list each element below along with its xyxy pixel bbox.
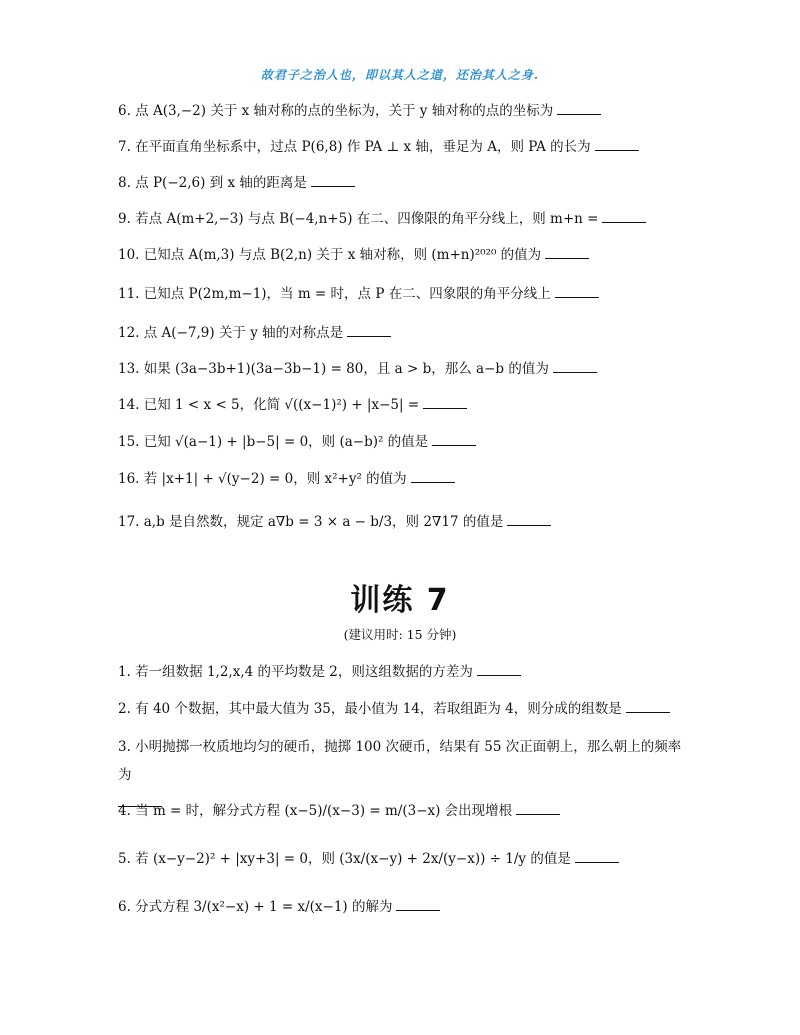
question-9: [118, 209, 646, 229]
question-text: 13. 如果 (3a−3b+1)(3a−3b−1) = 80，且 a > b，那么 a−b 的值为: [118, 361, 549, 377]
answer-blank[interactable]: [626, 700, 670, 713]
question-text: 6. 点 A(3,−2) 关于 x 轴对称的点的坐标为，关于 y 轴对称的点的坐标为: [118, 103, 554, 119]
question-text: 11. 已知点 P(2m,m−1)，当 m = 时，点 P 在二、四象限的角平分线上: [118, 286, 551, 302]
answer-blank[interactable]: [545, 246, 589, 259]
question-text: 4. 当 m = 时，解分式方程 (x−5)/(x−3) = m/(3−x) 会出现增根: [118, 803, 513, 819]
exercise-6: [118, 897, 440, 917]
answer-blank[interactable]: [602, 210, 646, 223]
question-text: 15. 已知 √(a−1) + |b−5| = 0，则 (a−b)² 的值是: [118, 434, 429, 450]
question-11: [118, 284, 599, 304]
question-15: [118, 432, 476, 452]
question-13: [118, 359, 597, 379]
answer-blank[interactable]: [311, 174, 355, 187]
question-16: [118, 469, 455, 489]
question-text: 1. 若一组数据 1,2,x,4 的平均数是 2，则这组数据的方差为: [118, 664, 473, 680]
section-title: 训练 7: [350, 583, 450, 618]
question-text: 14. 已知 1 < x < 5，化简 √((x−1)²) + |x−5| =: [118, 397, 420, 413]
question-text: 12. 点 A(−7,9) 关于 y 轴的对称点是: [118, 325, 344, 341]
question-12: [118, 323, 391, 343]
question-6: [118, 101, 601, 121]
question-text: 6. 分式方程 3/(x²−x) + 1 = x/(x−1) 的解为: [118, 899, 393, 915]
question-text: 2. 有 40 个数据，其中最大值为 35，最小值为 14，若取组距为 4，则分成的组数是: [118, 701, 622, 717]
exercise-4: [118, 801, 560, 821]
question-text: 3. 小明抛掷一枚质地均匀的硬币，抛掷 100 次硬币，结果有 55 次正面朝上，那么朝上的频率为: [118, 739, 682, 783]
exercise-5: [118, 849, 619, 869]
header-motto: 故君子之治人也，即以其人之道，还治其人之身.: [260, 68, 540, 82]
question-10: [118, 245, 589, 265]
question-7: [118, 137, 639, 157]
question-text: 10. 已知点 A(m,3) 与点 B(2,n) 关于 x 轴对称，则 (m+n)²⁰²⁰ 的值为: [118, 247, 542, 263]
question-text: 17. a,b 是自然数，规定 a∇b = 3 × a − b/3，则 2∇17 的值是: [118, 514, 504, 530]
answer-blank[interactable]: [595, 138, 639, 151]
answer-blank[interactable]: [347, 324, 391, 337]
question-14: [118, 395, 467, 415]
answer-blank[interactable]: [553, 360, 597, 373]
answer-blank[interactable]: [557, 102, 601, 115]
question-text: 7. 在平面直角坐标系中，过点 P(6,8) 作 PA ⊥ x 轴，垂足为 A，则 PA 的长为: [118, 139, 591, 155]
question-8: [118, 173, 355, 193]
section-subtitle: (建议用时: 15 分钟): [343, 627, 457, 642]
question-text: 9. 若点 A(m+2,−3) 与点 B(−4,n+5) 在二、四像限的角平分线上，则 m+n =: [118, 211, 599, 227]
answer-blank[interactable]: [477, 663, 521, 676]
question-text: 5. 若 (x−y−2)² + |xy+3| = 0，则 (3x/(x−y) + 2x/(y−x)) ÷ 1/y 的值是: [118, 851, 571, 867]
question-text: 16. 若 |x+1| + √(y−2) = 0，则 x²+y² 的值为: [118, 471, 407, 487]
answer-blank[interactable]: [516, 802, 560, 815]
answer-blank[interactable]: [507, 513, 551, 526]
answer-blank[interactable]: [555, 285, 599, 298]
answer-blank[interactable]: [411, 470, 455, 483]
exercise-2: [118, 699, 670, 719]
question-17: [118, 512, 551, 532]
exercise-1: [118, 662, 521, 682]
answer-blank[interactable]: [575, 850, 619, 863]
answer-blank[interactable]: [396, 898, 440, 911]
question-text: 8. 点 P(−2,6) 到 x 轴的距离是: [118, 175, 307, 191]
answer-blank[interactable]: [432, 433, 476, 446]
answer-blank[interactable]: [423, 396, 467, 409]
